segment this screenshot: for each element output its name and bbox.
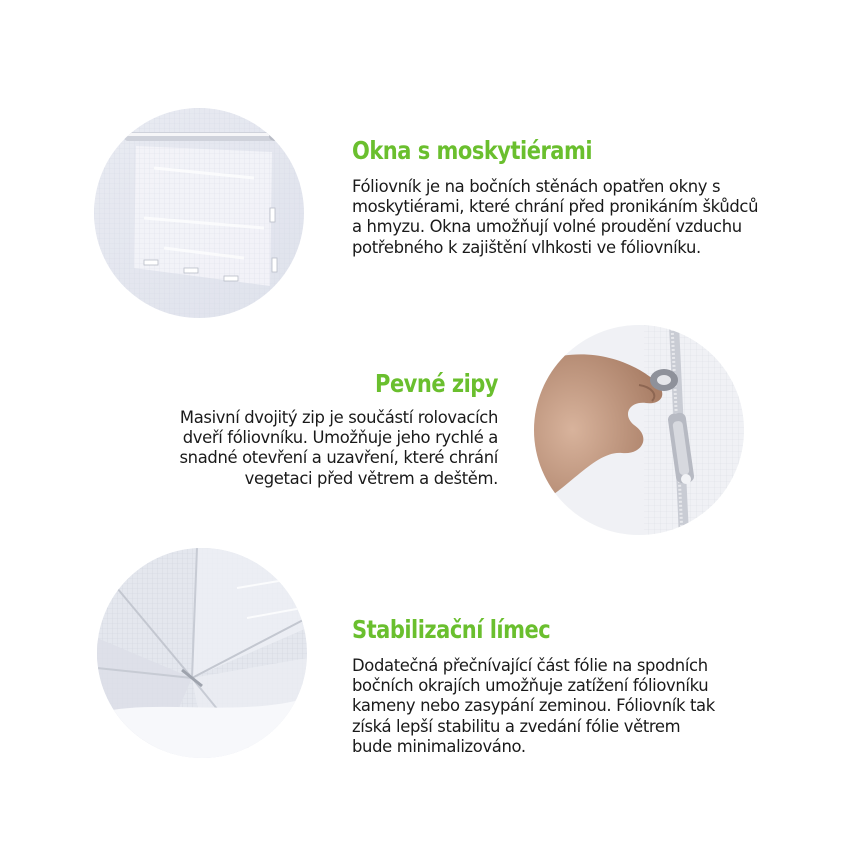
description-line: získá lepší stabilitu a zvedání fólie větrem <box>352 716 681 736</box>
description-line: potřebného k zajištění vlhkosti ve fóliovníku. <box>352 237 701 257</box>
feature-title: Okna s moskytiérami <box>352 136 593 165</box>
description-line: bude minimalizováno. <box>352 736 526 756</box>
feature-title: Stabilizační límec <box>352 615 551 644</box>
description-line: Masivní dvojitý zip je součástí rolovacích <box>179 408 498 427</box>
description-line: vegetaci před větrem a deštěm. <box>244 468 498 488</box>
feature-description <box>150 408 498 489</box>
description-line: Fóliovník je na bočních stěnách opatřen okny s <box>352 177 721 196</box>
feature-zippers-text <box>150 368 498 489</box>
description-line: a hmyzu. Okna umožňují volné proudění vzduchu <box>352 217 742 237</box>
feature-skirt-text <box>352 614 792 757</box>
feature-windows-text <box>352 135 792 258</box>
feature-title: Pevné zipy <box>375 369 498 398</box>
feature-description <box>352 177 792 258</box>
skirt-photo <box>97 548 307 758</box>
feature-description <box>352 656 792 757</box>
description-line: moskytiérami, které chrání před pronikáním škůdců <box>352 197 759 217</box>
description-line: bočních okrajích umožňuje zatížení fóliovníku <box>352 676 709 696</box>
description-line: Dodatečná přečnívající část fólie na spodních <box>352 656 708 675</box>
zipper-photo <box>534 325 744 535</box>
description-line: kameny nebo zasypání zeminou. Fóliovník tak <box>352 696 715 716</box>
description-line: dveří fóliovníku. Umožňuje jeho rychlé a <box>182 428 498 448</box>
description-line: snadné otevření a uzavření, které chrání <box>179 448 498 468</box>
window-photo <box>94 108 304 318</box>
